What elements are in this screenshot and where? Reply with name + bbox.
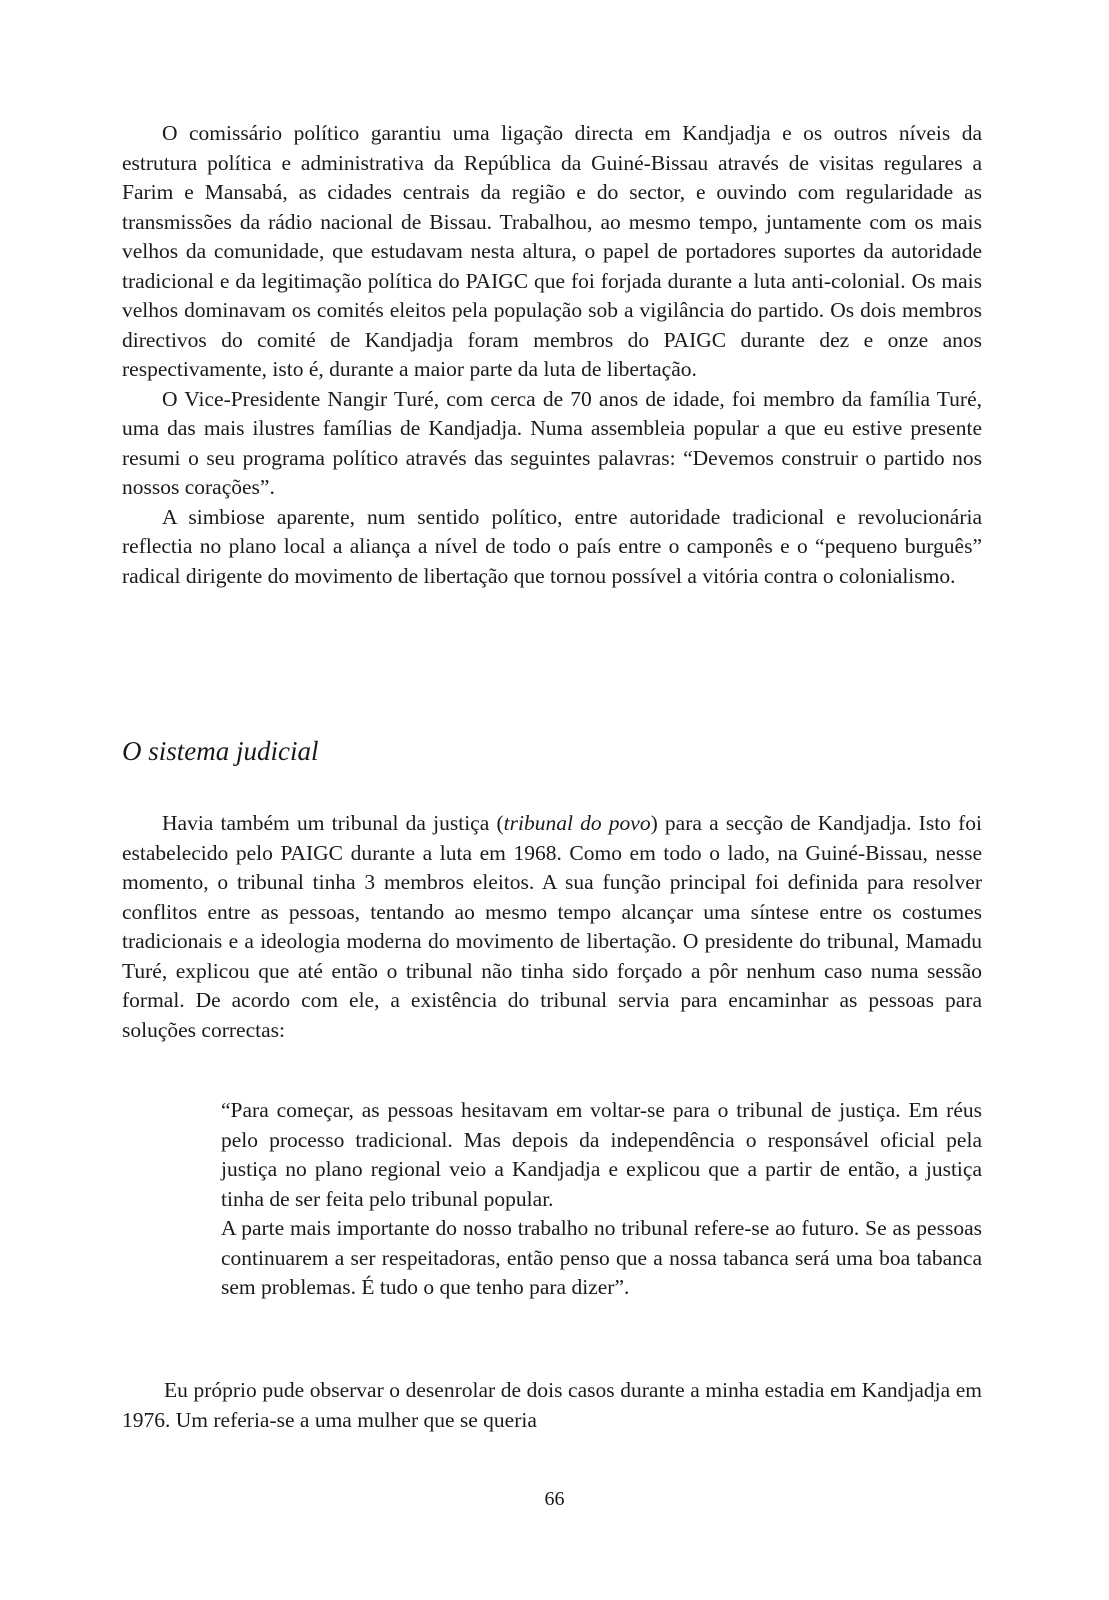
paragraph: A simbiose aparente, num sentido político, entre autoridade tradicional e revolucionária reflectia no plano local a aliança a nível de todo o país entre o camponês e o “pequeno burguês” radical dirigente do movimento de libertação que tornou possível a vitória contra o colonialismo. xyxy=(122,504,982,588)
paragraph: O comissário político garantiu uma ligação directa em Kandjadja e os outros níveis da estrutura política e administrativa da República da Guiné-Bissau através de visitas regulares a Farim e Mansabá, as cidades centrais da região e do sector, e ouvindo com regularidade as transmissões da rádio nacional de Bissau. Trabalhou, ao mesmo tempo, juntamente com os mais velhos da comunidade, que estudavam nesta altura, o papel de portadores suportes da autoridade tradicional e da legitimação política do PAIGC que foi forjada durante a luta anti-colonial. Os mais velhos dominavam os comités eleitos pela população sob a vigilância do partido. Os dois membros directivos do comité de Kandjadja foram membros do PAIGC durante dez e onze anos respectivamente, isto é, durante a maior parte da luta de libertação. xyxy=(122,121,982,381)
opening-section xyxy=(122,119,982,591)
paragraph: O Vice-Presidente Nangir Turé, com cerca de 70 anos de idade, foi membro da família Turé, uma das mais ilustres famílias de Kandjadja. Numa assembleia popular a que eu estive presente resumi o seu programa político através das seguintes palavras: “Devemos construir o partido nos nossos corações”. xyxy=(122,386,982,499)
judicial-section xyxy=(122,809,982,1045)
text-run: ) para a secção de Kandjadja. Isto foi estabelecido pelo PAIGC durante a luta em 1968. Como em todo o lado, na Guiné-Bissau, nesse momento, o tribunal tinha 3 membros eleitos. A sua função principal foi definida para resolver conflitos entre as pessoas, tentando ao mesmo tempo alcançar uma síntese entre os costumes tradicionais e a ideologia moderna do movimento de libertação. O presidente do tribunal, Mamadu Turé, explicou que até então o tribunal não tinha sido forçado a pôr nenhum caso numa sessão formal. De acordo com ele, a existência do tribunal servia para encaminhar as pessoas para soluções correctas: xyxy=(122,811,982,1042)
paragraph xyxy=(122,809,982,1045)
text-run: Havia também um tribunal da justiça ( xyxy=(162,811,504,835)
block-quote xyxy=(221,1096,982,1303)
paragraph: Eu próprio pude observar o desenrolar de dois casos durante a minha estadia em Kandjadja em 1976. Um referia-se a uma mulher que se queria xyxy=(122,1378,982,1432)
page-number: 66 xyxy=(544,1488,565,1510)
closing-section xyxy=(122,1376,982,1435)
italic-term: tribunal do povo xyxy=(503,811,651,835)
section-heading: O sistema judicial xyxy=(122,736,319,766)
quote-paragraph: A parte mais importante do nosso trabalho no tribunal refere-se ao futuro. Se as pessoas continuarem a ser respeitadoras, então penso que a nossa tabanca será uma boa tabanca sem problemas. É tudo o que tenho para dizer”. xyxy=(221,1216,982,1299)
quote-paragraph: “Para começar, as pessoas hesitavam em voltar-se para o tribunal de justiça. Em réus pelo processo tradicional. Mas depois da independência o responsável oficial pela justiça no plano regional veio a Kandjadja e explicou que a partir de então, a justiça tinha de ser feita pelo tribunal popular. xyxy=(221,1098,982,1211)
